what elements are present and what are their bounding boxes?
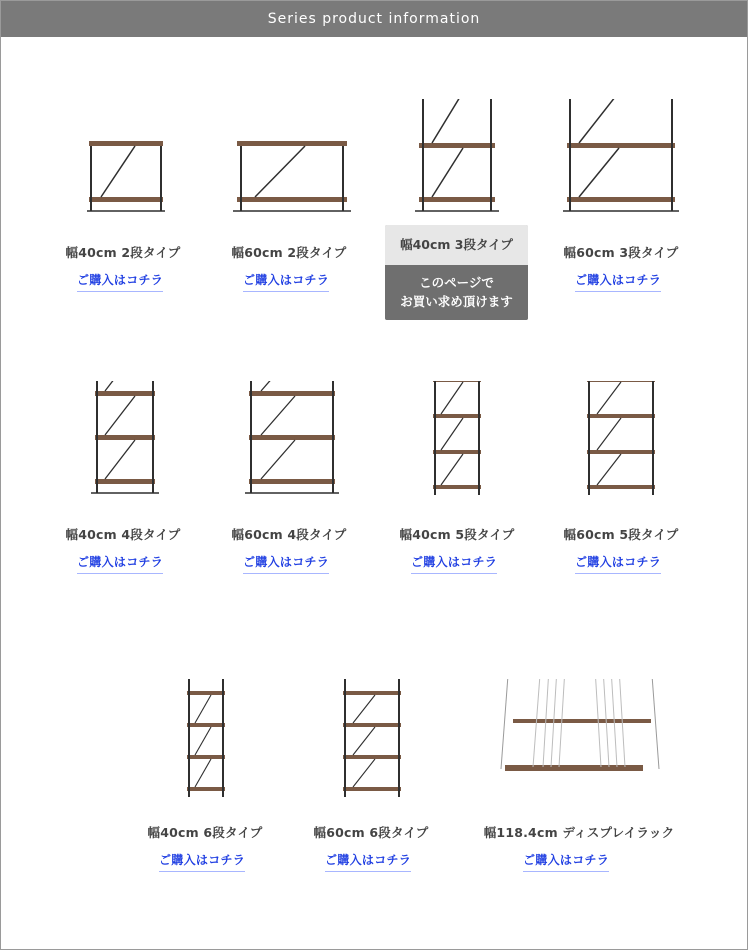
buy-link[interactable]: ご購入はコチラ (243, 553, 329, 574)
buy-link[interactable]: ご購入はコチラ (325, 851, 411, 872)
product-title: 幅60cm 5段タイプ (563, 527, 679, 542)
product-card-40-3 (377, 99, 537, 239)
current-page-badge (385, 225, 528, 320)
product-title: 幅118.4cm ディスプレイラック (483, 825, 675, 840)
product-card-40-4 (43, 381, 203, 569)
product-title: 幅40cm 5段タイプ (399, 527, 515, 542)
product-card-40-5 (377, 381, 537, 569)
buy-link[interactable]: ご購入はコチラ (523, 851, 609, 872)
current-product-title: 幅40cm 3段タイプ (385, 225, 528, 265)
product-title: 幅60cm 2段タイプ (231, 245, 347, 260)
shelf-3-tier-40-image[interactable] (377, 99, 537, 219)
product-card-display-rack (483, 679, 675, 867)
shelf-6-tier-40-image[interactable] (125, 679, 285, 799)
shelf-5-tier-60-image[interactable] (541, 381, 701, 501)
product-title: 幅40cm 4段タイプ (65, 527, 181, 542)
buy-link[interactable]: ご購入はコチラ (77, 271, 163, 292)
current-page-notice-line2: お買い求め頂けます (400, 294, 513, 309)
product-title: 幅60cm 6段タイプ (313, 825, 429, 840)
buy-link[interactable]: ご購入はコチラ (575, 271, 661, 292)
shelf-4-tier-60-image[interactable] (209, 381, 369, 501)
product-title: 幅40cm 2段タイプ (65, 245, 181, 260)
product-title: 幅60cm 3段タイプ (563, 245, 679, 260)
product-title: 幅60cm 4段タイプ (231, 527, 347, 542)
shelf-2-tier-60-image[interactable] (209, 99, 369, 219)
display-rack-image[interactable] (489, 679, 669, 799)
product-card-60-6 (291, 679, 451, 867)
buy-link[interactable]: ご購入はコチラ (575, 553, 661, 574)
shelf-4-tier-40-image[interactable] (43, 381, 203, 501)
buy-link[interactable]: ご購入はコチラ (243, 271, 329, 292)
shelf-2-tier-40-image[interactable] (43, 99, 203, 219)
buy-link[interactable]: ご購入はコチラ (411, 553, 497, 574)
product-card-60-4 (209, 381, 369, 569)
current-page-notice (385, 265, 528, 320)
product-card-60-2 (209, 99, 369, 287)
shelf-6-tier-60-image[interactable] (291, 679, 451, 799)
buy-link[interactable]: ご購入はコチラ (77, 553, 163, 574)
product-card-60-3 (541, 99, 701, 287)
header-bar (1, 1, 747, 37)
product-title: 幅40cm 6段タイプ (147, 825, 263, 840)
shelf-5-tier-40-image[interactable] (377, 381, 537, 501)
header-title: Series product information (267, 11, 481, 27)
shelf-3-tier-60-image[interactable] (541, 99, 701, 219)
product-card-40-2 (43, 99, 203, 287)
product-card-40-6 (125, 679, 285, 867)
current-page-notice-line1: このページで (419, 275, 494, 290)
buy-link[interactable]: ご購入はコチラ (159, 851, 245, 872)
product-card-60-5 (541, 381, 701, 569)
